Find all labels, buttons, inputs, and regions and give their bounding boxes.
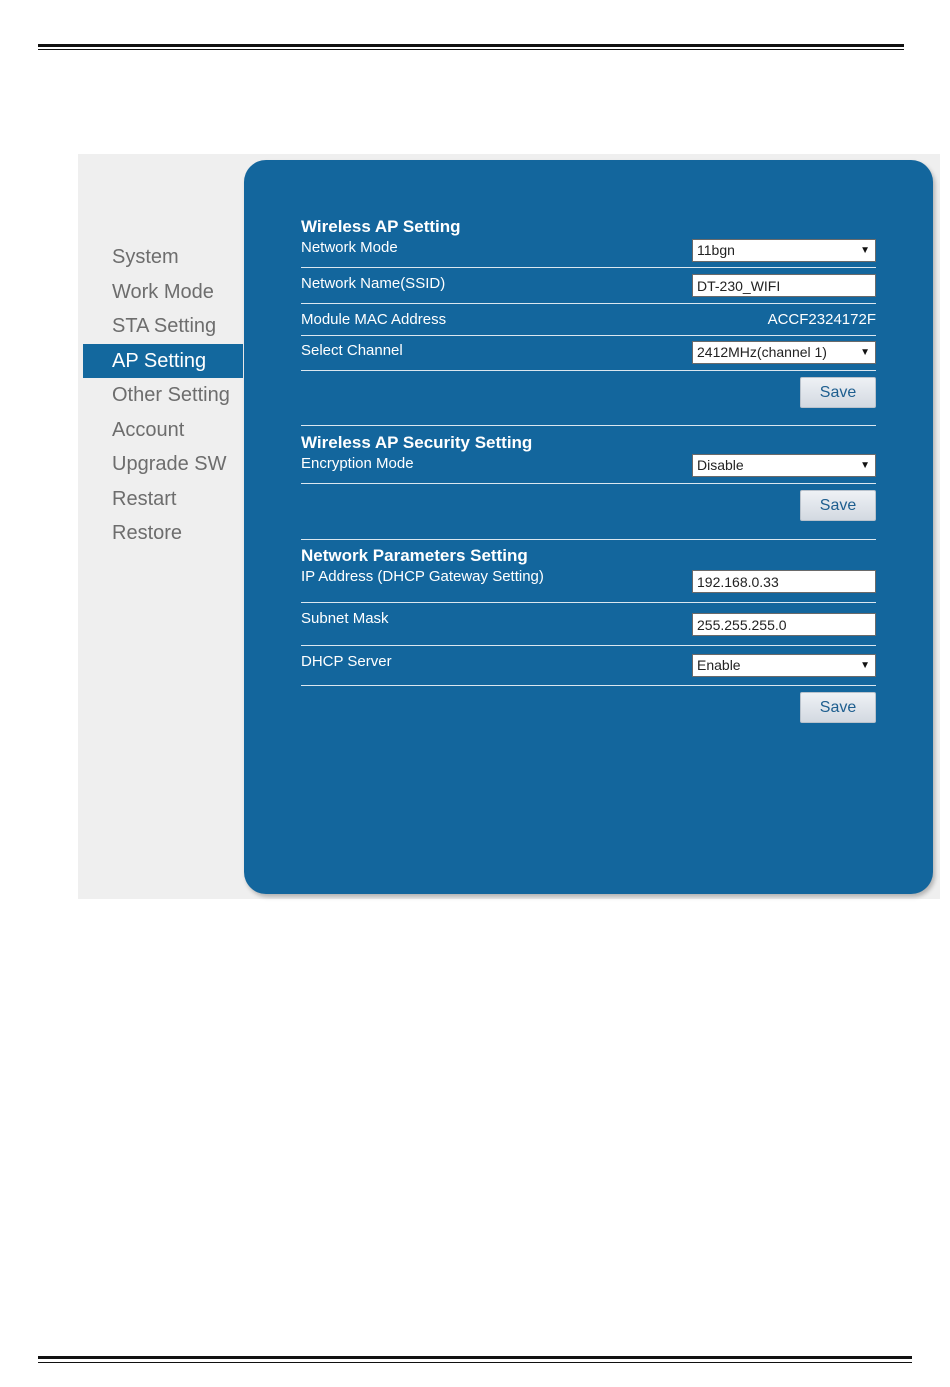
sidebar-item-work-mode[interactable]: Work Mode xyxy=(112,280,214,303)
network-title: Network Parameters Setting xyxy=(301,546,528,565)
ap-setting-title: Wireless AP Setting xyxy=(301,217,461,236)
sidebar-item-other-setting[interactable]: Other Setting xyxy=(112,384,230,406)
bottom-page-rule xyxy=(38,1356,912,1363)
divider xyxy=(301,425,876,426)
channel-select[interactable] xyxy=(692,341,876,364)
settings-panel xyxy=(244,160,933,894)
save-ap-button[interactable]: Save xyxy=(800,377,876,408)
dhcp-select[interactable] xyxy=(692,654,876,677)
dhcp-value: Enable xyxy=(697,657,741,673)
sidebar-item-sta-setting[interactable]: STA Setting xyxy=(112,315,217,337)
divider xyxy=(301,602,876,603)
top-page-rule xyxy=(38,44,904,50)
sidebar-item-restore[interactable]: Restore xyxy=(112,522,183,544)
save-security-button[interactable]: Save xyxy=(800,490,876,521)
dhcp-label: DHCP Server xyxy=(301,653,392,670)
network-mode-label: Network Mode xyxy=(301,239,398,256)
mac-value: ACCF2324172F xyxy=(767,311,876,328)
sidebar-item-upgrade-sw[interactable]: Upgrade SW xyxy=(112,453,227,475)
network-mode-select[interactable] xyxy=(692,239,876,262)
divider xyxy=(301,645,876,646)
ip-input[interactable] xyxy=(692,570,876,593)
encryption-value: Disable xyxy=(697,457,744,473)
divider xyxy=(301,539,876,540)
save-network-button[interactable]: Save xyxy=(800,692,876,723)
divider xyxy=(301,335,876,336)
sidebar-item-ap-setting[interactable]: AP Setting xyxy=(83,344,243,379)
ssid-input[interactable] xyxy=(692,274,876,297)
caret-down-icon: ▼ xyxy=(860,460,870,471)
sidebar-nav xyxy=(83,240,243,551)
sidebar-item-restart[interactable]: Restart xyxy=(112,487,177,510)
divider xyxy=(301,685,876,686)
encryption-label: Encryption Mode xyxy=(301,455,414,472)
channel-value: 2412MHz(channel 1) xyxy=(697,344,827,360)
security-title: Wireless AP Security Setting xyxy=(301,433,533,452)
channel-label: Select Channel xyxy=(301,342,403,359)
caret-down-icon: ▼ xyxy=(860,245,870,256)
caret-down-icon: ▼ xyxy=(860,347,870,358)
sidebar-item-system[interactable]: System xyxy=(112,246,179,268)
subnet-input[interactable] xyxy=(692,613,876,636)
ip-label: IP Address (DHCP Gateway Setting) xyxy=(301,568,544,585)
caret-down-icon: ▼ xyxy=(860,660,870,671)
settings-content xyxy=(301,160,876,894)
ssid-label: Network Name(SSID) xyxy=(301,275,446,292)
sidebar-item-account[interactable]: Account xyxy=(112,418,185,441)
network-mode-value: 11bgn xyxy=(697,242,735,258)
divider xyxy=(301,370,876,371)
divider xyxy=(301,267,876,268)
divider xyxy=(301,483,876,484)
subnet-label: Subnet Mask xyxy=(301,610,389,627)
divider xyxy=(301,303,876,304)
mac-label: Module MAC Address xyxy=(301,311,447,328)
encryption-select[interactable] xyxy=(692,454,876,477)
